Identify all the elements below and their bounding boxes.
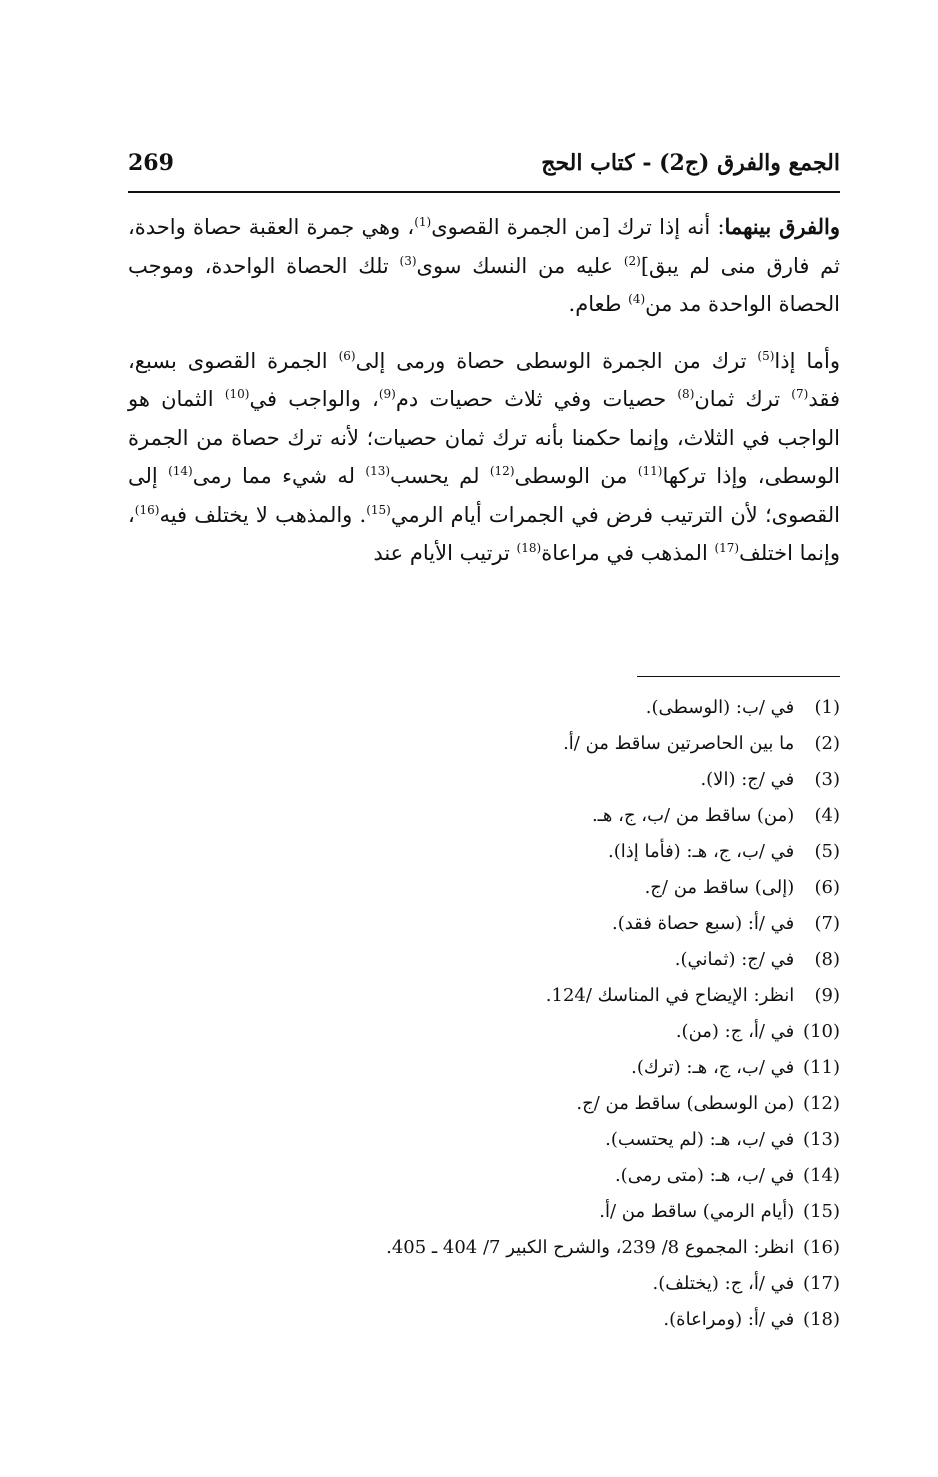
text-run: حصيات وفي ثلاث حصيات دم [395,387,678,411]
footnote-text: (من الوسطى) ساقط من /ج. [576,1093,800,1114]
footnote-item [128,1266,840,1302]
footnote-item [128,1086,840,1122]
footnote-item [128,906,840,942]
text-run: إلى القصوى؛ لأن الترتيب فرض في الجمرات أيام الرمي [128,464,840,527]
text-run: من الوسطى [514,464,638,488]
footnote-ref: (6) [338,348,356,363]
footnote-text: ما بين الحاصرتين ساقط من /أ. [563,733,800,754]
footnote-ref: (2) [623,253,641,268]
footnote-item [128,1194,840,1230]
text-run: ، والواجب في [249,387,379,411]
footnote-ref: (9) [378,387,396,401]
footnote-number: (17) [803,1273,840,1294]
text-run: ترك ثمان [694,387,792,411]
footnote-item [128,1050,840,1086]
footnote-text: في /أ: (سبع حصاة فقد). [611,913,800,934]
footnote-item [128,726,840,762]
footnote-number: (3) [814,769,840,790]
footnote-ref: (5) [757,348,775,363]
footnote-item [128,834,840,870]
footnote-ref: (16) [134,502,160,517]
footnote-number: (16) [803,1237,840,1258]
paragraph [128,342,840,573]
text-run: ترتيب الأيام عند [373,541,517,565]
footnote-ref: (11) [637,464,663,478]
footnote-number: (11) [803,1057,840,1078]
footnote-ref: (18) [516,541,542,555]
footnote-item [128,690,840,726]
text-run: : أنه إذا ترك [من الجمرة القصوى [431,215,725,239]
footnote-ref: (12) [489,464,515,478]
footnote-text: في /أ: (ومراعاة). [663,1309,800,1330]
text-run: وأما إذا [774,348,840,373]
text-run: . والمذهب لا يختلف فيه [159,502,367,527]
text-run: ، وهي جمرة العقبة حصاة واحدة، ثم فارق منى لم يبق] [128,215,840,278]
text-run: ، وإنما اختلف [128,502,840,565]
footnote-text: في /ج: (ثماني). [674,949,800,970]
page-number: 269 [128,150,174,176]
footnote-text: في /أ، ج: (يختلف). [652,1273,800,1294]
footnote-text: (من) ساقط من /ب، ج، هـ. [591,805,800,826]
footnote-item [128,798,840,834]
footnote-text: (إلى) ساقط من /ج. [644,877,800,898]
footnote-separator [637,676,840,677]
footnote-ref: (13) [365,464,391,478]
paragraph-lead: والفرق بينهما [724,214,840,239]
footnote-ref: (14) [168,464,193,478]
footnote-number: (13) [803,1129,840,1150]
running-title: الجمع والفرق (ج2) - كتاب الحج [541,150,840,176]
footnote-ref: (7) [791,387,809,401]
footnote-item [128,870,840,906]
text-run: طعام. [568,292,629,316]
footnote-text: في /ب: (الوسطى). [645,697,800,718]
paragraph [128,208,840,324]
footnote-text: في /ب، هـ: (لم يحتسب). [605,1129,800,1150]
footnote-item [128,1230,840,1266]
footnote-number: (2) [814,733,840,754]
footnote-number: (18) [803,1309,840,1330]
text-run: له شيء مما رمى [192,464,366,488]
footnote-text: في /ب، ج، هـ: (ترك). [631,1057,800,1078]
footnote-number: (6) [814,877,840,898]
footnote-ref: (1) [414,215,432,229]
footnote-item [128,1014,840,1050]
footnote-number: (15) [803,1201,840,1222]
footnote-ref: (3) [399,253,417,268]
footnote-text: في /ب، ج، هـ: (فأما إذا). [607,841,800,862]
footnote-ref: (17) [714,541,740,555]
text-run: عليه من النسك سوى [416,253,624,278]
footnote-ref: (8) [677,387,695,401]
footnote-item [128,762,840,798]
footnote-text: في /ج: (الا). [700,769,800,790]
page-header [128,150,840,190]
footnote-text: انظر: الإيضاح في المناسك /124. [545,985,800,1006]
header-rule [128,191,840,193]
footnote-item [128,978,840,1014]
footnote-number: (10) [803,1021,840,1042]
text-run: ترك من الجمرة الوسطى حصاة ورمى إلى [355,348,758,373]
footnotes-list [128,690,840,1338]
text-run: المذهب في مراعاة [541,541,715,565]
footnote-text: (أيام الرمي) ساقط من /أ. [599,1201,800,1222]
footnote-text: في /ب، هـ: (متى رمى). [614,1165,800,1186]
text-run: لم يحسب [390,464,490,488]
footnote-item [128,1158,840,1194]
footnote-text: انظر: المجموع 8/ 239، والشرح الكبير 7/ 404 ـ 405. [386,1237,800,1258]
text-run: الجمرة القصوى بسبع، فقد [128,348,840,411]
footnote-number: (1) [814,697,840,718]
text-run: الثمان هو الواجب في الثلاث، وإنما حكمنا بأنه ترك ثمان حصيات؛ لأنه ترك حصاة من الجمرة الوسطى، وإذا تركها [128,387,840,488]
footnote-text: في /أ، ج: (من). [675,1021,800,1042]
footnote-number: (14) [803,1165,840,1186]
main-text [128,208,840,573]
footnote-item [128,1122,840,1158]
footnote-ref: (15) [366,502,391,517]
footnote-item [128,942,840,978]
footnote-number: (4) [814,805,840,826]
footnote-number: (7) [814,913,840,934]
footnote-ref: (10) [224,387,250,401]
footnote-ref: (4) [628,292,646,306]
footnote-number: (12) [803,1093,840,1114]
text-run: تلك الحصاة الواحدة، وموجب الحصاة الواحدة مد من [128,253,840,316]
footnote-number: (9) [814,985,840,1006]
footnote-number: (5) [814,841,840,862]
footnote-item [128,1302,840,1338]
footnote-number: (8) [814,949,840,970]
